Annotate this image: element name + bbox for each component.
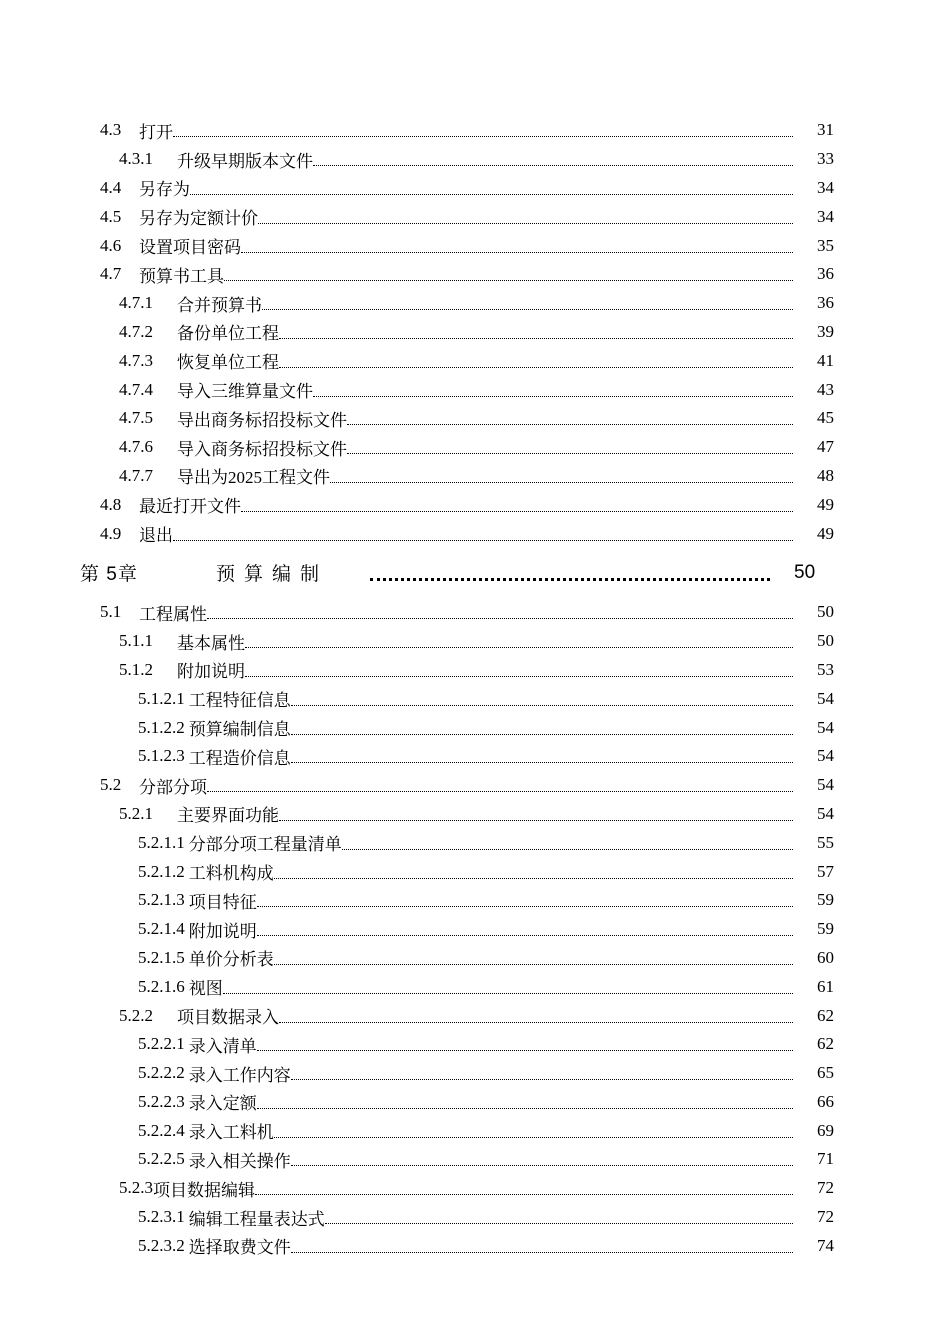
toc-entry-title: 录入工作内容 (188, 1065, 291, 1085)
dot-leader (347, 453, 793, 454)
toc-entry-title: 单价分析表 (188, 950, 274, 970)
dot-leader (274, 878, 793, 879)
toc-entry-number: 5.1.2.1 (138, 688, 185, 708)
toc-entry-page-number: 39 (817, 321, 834, 341)
toc-entry[interactable] (0, 174, 950, 203)
toc-entry-lead (0, 629, 245, 654)
toc-entry-page-number: 54 (817, 688, 834, 708)
toc-entry-lead (0, 377, 313, 402)
toc-entry-number: 4.7 (100, 264, 122, 284)
toc-entry-page-number: 72 (817, 1207, 834, 1227)
chapter-title: 预算编制 (216, 564, 329, 586)
toc-entry-title: 设置项目密码 (139, 238, 241, 258)
toc-entry-title: 主要界面功能 (177, 806, 279, 826)
toc-entry-lead (0, 1089, 257, 1114)
toc-entry-lead (0, 715, 291, 740)
toc-entry-page-number: 49 (817, 523, 834, 543)
toc-entry-page-number: 50 (817, 602, 834, 622)
toc-entry-page-number: 45 (817, 408, 834, 428)
toc-entry-number: 4.7.3 (119, 350, 153, 370)
toc-entry-number: 4.3 (100, 120, 122, 140)
toc-entry-title: 选择取费文件 (188, 1238, 291, 1258)
dot-leader (224, 280, 793, 281)
toc-entry-page-number: 31 (817, 120, 834, 140)
toc-entry-lead (0, 463, 330, 488)
toc-entry-title: 恢复单位工程 (177, 353, 279, 373)
toc-group-chapter4 (0, 116, 950, 548)
dot-leader (330, 482, 793, 483)
toc-entry-page-number: 59 (817, 890, 834, 910)
toc-entry[interactable] (0, 519, 950, 548)
dot-leader (245, 676, 793, 677)
toc-entry-page-number: 43 (817, 379, 834, 399)
toc-entry-lead (0, 1205, 325, 1230)
toc-entry[interactable] (0, 684, 950, 713)
toc-entry-title: 分部分项工程量清单 (188, 835, 342, 855)
toc-entry[interactable] (0, 433, 950, 462)
toc-entry[interactable] (0, 1231, 950, 1260)
toc-entry-number: 5.2.2.5 (138, 1149, 185, 1169)
toc-entry-number: 4.5 (100, 206, 122, 226)
toc-entry-title: 基本属性 (177, 633, 245, 653)
dot-leader (279, 367, 793, 368)
toc-entry-number: 4.7.4 (119, 379, 153, 399)
toc-entry-number: 5.2.2 (119, 1005, 153, 1025)
toc-group-chapter5 (0, 598, 950, 1260)
toc-entry-page-number: 36 (817, 293, 834, 313)
toc-entry-number: 5.2.2.2 (138, 1063, 185, 1083)
toc-entry-number: 5.1.2.2 (138, 717, 185, 737)
toc-entry-title: 另存为 (139, 180, 190, 200)
toc-entry[interactable] (0, 404, 950, 433)
dot-leader (325, 1223, 793, 1224)
toc-entry-lead (0, 859, 274, 884)
toc-entry-title: 录入相关操作 (188, 1151, 291, 1171)
toc-entry-page-number: 62 (817, 1034, 834, 1054)
toc-entry-lead (0, 175, 190, 200)
toc-entry[interactable] (0, 944, 950, 973)
toc-entry-lead (0, 492, 241, 517)
toc-entry-page-number: 66 (817, 1091, 834, 1111)
toc-entry[interactable] (0, 742, 950, 771)
toc-entry-page-number: 47 (817, 437, 834, 457)
toc-entry-page-number: 62 (817, 1005, 834, 1025)
dot-leader (223, 993, 793, 994)
toc-entry-page-number: 59 (817, 919, 834, 939)
toc-entry-title: 工程特征信息 (188, 691, 291, 711)
dot-leader (173, 540, 793, 541)
toc-entry-number: 5.2.1.2 (138, 861, 185, 881)
toc-entry-lead (0, 686, 291, 711)
dot-leader (347, 424, 793, 425)
toc-entry-lead (0, 917, 257, 942)
toc-entry-page-number: 57 (817, 861, 834, 881)
toc-entry-page-number: 55 (817, 832, 834, 852)
dot-leader (291, 762, 793, 763)
toc-entry-number: 4.8 (100, 494, 122, 514)
toc-entry[interactable] (0, 145, 950, 174)
dot-leader (257, 1108, 793, 1109)
toc-entry[interactable] (0, 490, 950, 519)
toc-entry[interactable] (0, 1145, 950, 1174)
dot-leader (207, 618, 793, 619)
toc-entry-lead (0, 262, 224, 287)
toc-entry-lead (0, 319, 279, 344)
dot-leader (258, 223, 793, 224)
toc-entry[interactable] (0, 202, 950, 231)
toc-entry-lead (0, 830, 342, 855)
toc-entry-lead (0, 521, 173, 546)
toc-entry[interactable] (0, 771, 950, 800)
toc-entry-number: 5.2.1.5 (138, 947, 185, 967)
toc-entry-title: 导出商务标招投标文件 (177, 410, 347, 430)
toc-entry[interactable] (0, 915, 950, 944)
toc-entry-lead (0, 888, 257, 913)
toc-entry-number: 5.2 (100, 775, 122, 795)
toc-entry-title: 工程造价信息 (188, 748, 291, 768)
toc-entry-number: 5.1.2.3 (138, 746, 185, 766)
toc-entry-page-number: 34 (817, 206, 834, 226)
toc-entry-lead (0, 1003, 279, 1028)
toc-entry-title: 工程属性 (139, 604, 207, 624)
toc-entry-number: 5.2.2.3 (138, 1091, 185, 1111)
toc-entry[interactable] (0, 1174, 950, 1203)
dot-leader (257, 1050, 793, 1051)
dot-leader (279, 820, 793, 821)
toc-entry-page-number: 61 (817, 976, 834, 996)
toc-entry[interactable] (0, 886, 950, 915)
toc-entry[interactable] (0, 1203, 950, 1232)
toc-entry[interactable] (0, 231, 950, 260)
toc-entry-number: 5.2.1 (119, 803, 153, 823)
dot-leader (241, 252, 793, 253)
toc-entry-number: 4.6 (100, 235, 122, 255)
toc-entry-lead (0, 147, 313, 172)
toc-entry-title: 升级早期版本文件 (177, 151, 313, 171)
toc-entry-number: 5.2.2.1 (138, 1034, 185, 1054)
toc-entry-title: 项目数据录入 (177, 1008, 279, 1027)
toc-entry-number: 4.7.6 (119, 437, 153, 457)
toc-entry-lead (0, 1118, 274, 1143)
toc-entry-lead (0, 1176, 255, 1201)
toc-entry-lead (0, 974, 223, 999)
toc-entry-lead (0, 1233, 291, 1258)
toc-entry-number: 5.2.2.4 (138, 1120, 185, 1140)
toc-entry-lead (0, 348, 279, 373)
toc-entry-title: 退出 (139, 526, 173, 546)
dot-leader (274, 1137, 793, 1138)
toc-entry-number: 5.2.3 (119, 1178, 153, 1198)
toc-entry-lead (0, 204, 258, 229)
toc-entry-page-number: 33 (817, 149, 834, 169)
dot-leader (279, 1022, 793, 1023)
toc-entry-lead (0, 1032, 257, 1057)
toc-entry-title: 导出为2025工程文件 (177, 468, 330, 488)
toc-entry-page-number: 74 (817, 1235, 834, 1255)
toc-entry-number: 4.7.2 (119, 321, 153, 341)
toc-entry-page-number: 34 (817, 177, 834, 197)
toc-entry-number: 4.4 (100, 177, 122, 197)
toc-entry[interactable] (0, 116, 950, 145)
toc-entry[interactable] (0, 289, 950, 318)
toc-entry-lead (0, 435, 347, 460)
toc-entry-page-number: 35 (817, 235, 834, 255)
dot-leader (291, 1252, 793, 1253)
toc-entry-title: 录入清单 (188, 1036, 257, 1056)
toc-entry-number: 5.1.1 (119, 631, 153, 651)
toc-entry-page-number: 36 (817, 264, 834, 284)
toc-entry-title: 录入定额 (188, 1094, 257, 1114)
toc-entry[interactable] (0, 713, 950, 742)
dot-leader (257, 935, 793, 936)
toc-entry-lead (0, 291, 262, 316)
dot-leader (342, 849, 793, 850)
toc-entry-lead (0, 233, 241, 258)
dot-leader (291, 1165, 793, 1166)
toc-entry-title: 导入商务标招投标文件 (177, 439, 347, 459)
toc-entry-number: 4.7.5 (119, 408, 153, 428)
toc-entry-title: 预算书工具 (139, 266, 224, 286)
toc-entry-number: 4.9 (100, 523, 122, 543)
toc-entry-title: 打开 (139, 122, 173, 142)
table-of-contents (0, 116, 950, 1260)
toc-entry-title: 分部分项 (139, 777, 207, 797)
toc-entry[interactable] (0, 656, 950, 685)
toc-entry-title: 预算编制信息 (188, 720, 291, 740)
dot-leader (257, 906, 793, 907)
toc-entry-title: 视图 (188, 979, 223, 999)
toc-entry[interactable] (0, 1116, 950, 1145)
toc-entry-number: 4.3.1 (119, 149, 153, 169)
toc-entry-number: 5.2.1.3 (138, 890, 185, 910)
toc-entry-page-number: 69 (817, 1120, 834, 1140)
dot-leader (173, 136, 793, 137)
toc-entry-title: 工料机构成 (188, 864, 274, 884)
toc-entry-title: 导入三维算量文件 (177, 382, 313, 402)
dot-leader (279, 338, 793, 339)
toc-entry-title: 附加说明 (188, 921, 257, 941)
toc-entry[interactable] (0, 375, 950, 404)
toc-entry[interactable] (0, 1030, 950, 1059)
toc-entry-lead (0, 657, 245, 682)
toc-entry-title: 备份单位工程 (177, 324, 279, 344)
toc-entry-number: 5.2.3.2 (138, 1235, 185, 1255)
toc-entry[interactable] (0, 800, 950, 829)
toc-entry-page-number: 60 (817, 947, 834, 967)
toc-entry-number: 5.2.3.1 (138, 1207, 185, 1227)
toc-entry[interactable] (0, 462, 950, 491)
toc-entry-lead (0, 801, 279, 826)
toc-entry-number: 5.1 (100, 602, 122, 622)
toc-entry-lead (0, 1061, 291, 1086)
toc-entry-page-number: 54 (817, 775, 834, 795)
toc-entry[interactable] (0, 627, 950, 656)
toc-entry[interactable] (0, 972, 950, 1001)
toc-entry-page-number: 54 (817, 717, 834, 737)
toc-entry-title: 项目特征 (188, 892, 257, 912)
dot-leader (274, 964, 793, 965)
toc-entry-page-number: 65 (817, 1063, 834, 1083)
dot-leader (291, 1079, 793, 1080)
toc-entry-title: 另存为定额计价 (139, 209, 258, 229)
toc-entry[interactable] (0, 318, 950, 347)
dot-leader (255, 1194, 793, 1195)
toc-entry[interactable] (0, 260, 950, 289)
toc-entry-page-number: 54 (817, 803, 834, 823)
dot-leader (245, 647, 793, 648)
toc-entry[interactable] (0, 1059, 950, 1088)
toc-entry-title: 录入工料机 (188, 1123, 274, 1143)
dot-leader (291, 734, 793, 735)
dot-leader (207, 791, 793, 792)
dot-leader (291, 705, 793, 706)
toc-entry-number: 5.1.2 (119, 659, 153, 679)
toc-entry-page-number: 41 (817, 350, 834, 370)
toc-entry-page-number: 72 (817, 1178, 834, 1198)
dot-leader (190, 194, 793, 195)
toc-entry-lead (0, 118, 173, 143)
toc-entry-page-number: 54 (817, 746, 834, 766)
dot-leader (313, 165, 793, 166)
toc-chapter-heading[interactable] (0, 548, 950, 598)
toc-entry[interactable] (0, 346, 950, 375)
toc-entry-title: 合并预算书 (177, 295, 262, 315)
toc-entry-number: 4.7.1 (119, 293, 153, 313)
toc-entry-lead (0, 773, 207, 798)
toc-entry-lead (0, 406, 347, 431)
toc-entry-page-number: 71 (817, 1149, 834, 1169)
dot-leader (262, 309, 793, 310)
toc-entry-title: 项目数据编辑 (153, 1180, 255, 1200)
toc-entry-page-number: 49 (817, 494, 834, 514)
toc-entry-page-number: 48 (817, 465, 834, 485)
toc-entry-title: 最近打开文件 (139, 497, 241, 517)
toc-entry[interactable] (0, 828, 950, 857)
toc-entry[interactable] (0, 598, 950, 627)
chapter-page-number: 50 (794, 561, 816, 583)
toc-entry-page-number: 50 (817, 631, 834, 651)
toc-entry-title: 附加说明 (177, 662, 245, 682)
toc-entry-lead (0, 744, 291, 769)
dot-leader (370, 578, 770, 581)
dot-leader (313, 396, 793, 397)
toc-entry-lead (0, 600, 207, 625)
toc-entry-lead (0, 945, 274, 970)
toc-entry-number: 5.2.1.4 (138, 919, 185, 939)
dot-leader (241, 511, 793, 512)
toc-entry-number: 4.7.7 (119, 465, 153, 485)
toc-entry-number: 5.2.1.6 (138, 976, 185, 996)
toc-entry-lead (0, 1147, 291, 1172)
toc-entry-number: 5.2.1.1 (138, 832, 185, 852)
toc-entry-title: 编辑工程量表达式 (188, 1209, 325, 1229)
toc-entry[interactable] (0, 1088, 950, 1117)
toc-entry-page-number: 53 (817, 659, 834, 679)
toc-entry[interactable] (0, 1001, 950, 1030)
toc-entry[interactable] (0, 857, 950, 886)
chapter-label: 第 5章 (80, 564, 138, 586)
